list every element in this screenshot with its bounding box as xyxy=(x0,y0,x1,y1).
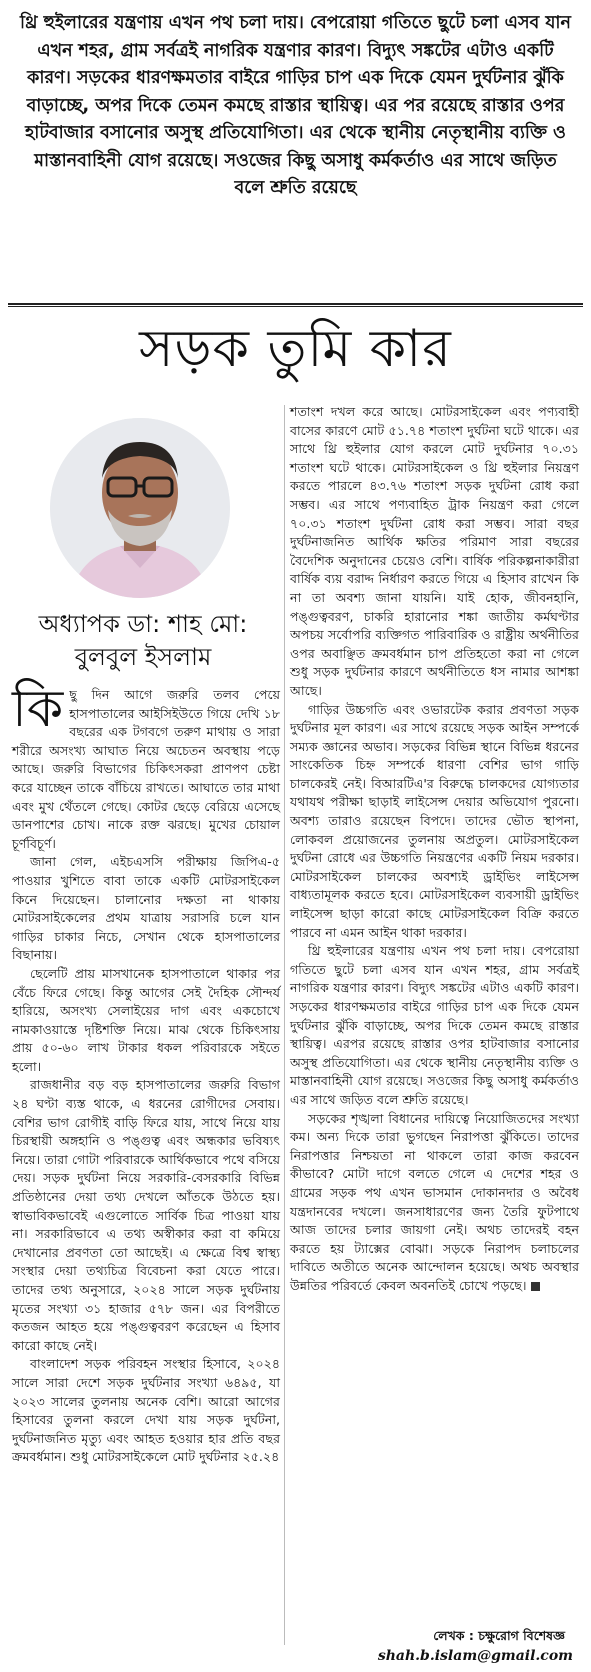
paragraph xyxy=(12,679,280,853)
headline: সড়ক তুমি কার xyxy=(139,319,452,379)
divider-rule xyxy=(8,303,583,305)
paragraph: গাড়ির উচ্চগতি এবং ওভারটেক করার প্রবণতা সড়ক দুর্ঘটনার মূল কারণ। এর সাথে রয়েছে সড়ক আইন সম্পর্কে সম্যক জ্ঞানের অভাব। সড়কের বিভিন্ন স্থানে বিভিন্ন ধরনের সাংকেতিক চিহ্ন সম্পর্কে ধারণা বেশির ভাগ গাড়ি চালকেরই নেই। বিআরটিএ'র বিরুদ্ধে চালকদের যোগ্যতার যথাযথ পরীক্ষা ছাড়াই লাইসেন্স দেয়ার অভিযোগ পুরনো। অবশ্য তারাও রয়েছেন বিপদে। তাদের ভৌত স্থাপনা, লোকবল প্রয়োজনের তুলনায় অপ্রতুল। মোটরসাইকেল দুর্ঘটনা রোধে এর উচ্চগতি নিয়ন্ত্রণের একটি নিয়ম দরকার। মোটরসাইকেল চালকের অবশ্যই ড্রাইভিং লাইসেন্স বাধ্যতামূলক করতে হবে। মোটরসাইকেল ব্যবসায়ী ড্রাইভিং লাইসেন্স ছাড়া কারো কাছে মোটরসাইকেল বিক্রি করতে পারবে না এমন আইন থাকা দরকার। xyxy=(290,701,579,940)
divider-rule-thin xyxy=(8,306,583,307)
paragraph: রাজধানীর বড় বড় হাসপাতালের জরুরি বিভাগ ২৪ ঘণ্টা ব্যস্ত থাকে, এ ধরনের রোগীদের সেবায়। বেশির ভাগ রোগীই বাড়ি ফিরে যায়, সাথে নিয়ে যায় চিরস্থায়ী অঙ্গহানি ও পঙ্গুত্ব এবং অন্ধকার ভবিষ্যৎ নিয়ে। তারা গোটা পরিবারকে আর্থিকভাবে পথে বসিয়ে দেয়। সড়ক দুর্ঘটনা নিয়ে সরকারি-বেসরকারি বিভিন্ন প্রতিষ্ঠানের দেয়া তথ্য দেখলে আঁতকে উঠতে হয়। স্বাভাবিকভাবেই এগুলোতে সার্বিক চিত্র পাওয়া যায় না। সরকারিভাবে এ তথ্য অস্বীকার করা বা কমিয়ে দেখানোর প্রবণতা তো আছেই। এ ক্ষেত্রে বিশ্ব স্বাস্থ্য সংস্থার দেয়া তথ্যচিত্র বিবেচনা করা যেতে পারে। তাদের তথ্য অনুসারে, ২০২৪ সালে সড়ক দুর্ঘটনায় মৃতের সংখ্যা ৩১ হাজার ৫৭৮ জন। এর বিপরীতে কতজন আহত হয়ে পঙ্গুত্ববরণ করেছেন এ হিসাব কারো কাছে নেই। xyxy=(12,1077,280,1353)
pull-quote: থ্রি হুইলারের যন্ত্রণায় এখন পথ চলা দায়। বেপরোয়া গতিতে ছুটে চলা এসব যান এখন শহর, গ্রাম সর্বত্রই নাগরিক যন্ত্রণার কারণ। বিদ্যুৎ সঙ্কটের এটাও একটি কারণ। সড়কের ধারণক্ষমতার বাইরে গাড়ির চাপ এক দিকে যেমন দুর্ঘটনার ঝুঁকি বাড়াচ্ছে, অপর দিকে তেমন কমছে রাস্তার স্থায়িত্ব। এর পর রয়েছে রাস্তার ওপর হাটবাজার বসানোর অসুস্থ প্রতিযোগিতা। এর থেকে স্থানীয় নেতৃস্থানীয় ব্যক্তি ও মাস্তানবাহিনী যোগ রয়েছে। সওজের কিছু অসাধু কর্মকর্তাও এর সাথে জড়িত বলে শ্রুতি রয়েছে xyxy=(20,13,571,198)
paragraph: থ্রি হুইলারের যন্ত্রণায় এখন পথ চলা দায়। বেপরোয়া গতিতে ছুটে চলা এসব যান এখন শহর, গ্রাম সর্বত্রই নাগরিক যন্ত্রণার কারণ। বিদ্যুৎ সঙ্কটের এটাও একটি কারণ। সড়কের ধারণক্ষমতার বাইরে গাড়ির চাপ এক দিকে যেমন দুর্ঘটনার ঝুঁকি বাড়াচ্ছে, অপর দিকে তেমন কমছে রাস্তার স্থায়িত্ব। এরপর রয়েছে রাস্তার ওপর হাটবাজার বসানোর অসুস্থ প্রতিযোগিতা। এর থেকে স্থানীয় নেতৃস্থানীয় ব্যক্তি ও মাস্তানবাহিনী যোগ রয়েছে। সওজের কিছু অসাধু কর্মকর্তাও এর সাথে জড়িত বলে শ্রুতি রয়েছে। xyxy=(290,943,579,1107)
paragraph-text: সড়কের শৃঙ্খলা বিধানের দায়িত্বে নিয়োজিতদের সংখ্যা কম। অন্য দিকে তারা ভুগছেন নিরাপত্তা ঝুঁকিতে। তাদের নিরাপত্তার নিশ্চয়তা না থাকলে তারা কাজ করবেন কীভাবে? মোটা দাগে বলতে গেলে এ দেশের শহর ও গ্রামের সড়ক পথ এখন ভাসমান দোকানদার ও অবৈধ যন্ত্রদানবের দখলে। জনসাধারণের জন্য তৈরি ফুটপাথে আজ তাদের চলার জায়গা নেই। অথচ তাদেরই বহন করতে হয় ট্যাক্সের বোঝা। সড়কে নিরাপদ চলাচলের দাবিতে অতীতে অনেক আন্দোলন হয়েছে। অথচ অবস্থার উন্নতির পরিবর্তে কেবল অবনতিই চোখে পড়ছে। xyxy=(290,1110,579,1293)
dropcap: কি xyxy=(12,679,64,739)
paragraph: ছেলেটি প্রায় মাসখানেক হাসপাতালে থাকার পর বেঁচে ফিরে গেছে। কিন্তু আগের সেই দৈহিক সৌন্দর্য হারিয়ে, অসংখ্য সেলাইয়ের দাগ এবং একচোখে নামকাওয়াস্তে দৃষ্টিশক্তি নিয়ে। মাঝ থেকে চিকিৎসায় প্রায় ৫০-৬০ লাখ টাকার ধকল পরিবারকে সইতে হলো। xyxy=(12,965,280,1074)
paragraph: বাংলাদেশ সড়ক পরিবহন সংস্থার হিসাবে, ২০২৪ সালে সারা দেশে সড়ক দুর্ঘটনার সংখ্যা ৬৪৯৫, যা ২০২৩ সালের তুলনায় অনেক বেশি। আরো আগের হিসাবের তুলনা করলে দেখা যায় সড়ক দুর্ঘটনা, দুর্ঘটনাজনিত মৃত্যু এবং আহত হওয়ার হার প্রতি বছর ক্রমবর্ধমান। শুধু মোটরসাইকেলে মোট দুর্ঘটনার ২৫.২৪ xyxy=(12,1356,280,1465)
author-email[interactable]: shah.b.islam@gmail.com xyxy=(377,1648,573,1664)
article-column-1 xyxy=(12,679,280,1467)
author-portrait-image xyxy=(50,418,230,598)
author-name: অধ্যাপক ডা: শাহ মো: বুলবুল ইসলাম xyxy=(38,610,248,671)
column-divider xyxy=(284,405,285,1645)
paragraph: শতাংশ দখল করে আছে। মোটরসাইকেল এবং পণ্যবাহী বাসের কারণে মোট ৫১.৭৪ শতাংশ দুর্ঘটনা ঘটে থাকে। এর সাথে থ্রি হুইলার যোগ করলে মোট দুর্ঘটনার ৭০.৩১ শতাংশ ঘটে থাকে। মোটরসাইকেল ও থ্রি হুইলার নিয়ন্ত্রণ করতে পারলে ৪৩.৭৬ শতাংশ সড়ক দুর্ঘটনা রোধ করা সম্ভব। এর সাথে পণ্যবাহিত ট্রাক নিয়ন্ত্রণ করা গেলে ৭০.৩১ শতাংশ দুর্ঘটনা রোধ করা সম্ভব। সারা বছর দুর্ঘটনাজনিত আর্থিক ক্ষতির পরিমাণ সারা বছরের বৈদেশিক অনুদানের চেয়েও বেশি। বার্ষিক পরিকল্পনাকারীরা বার্ষিক ব্যয় বরাদ্দ নির্ধারণ করতে গিয়ে এ হিসাব রাখেন কি না তা অবশ্য জানা যায়নি। যাই হোক, জীবনহানি, পঙ্গুত্ববরণ, চাকরি হারানোর শঙ্কা জাতীয় কর্মঘণ্টার অপচয় সর্বোপরি ব্যক্তিগত পারিবারিক ও রাষ্ট্রীয় অর্থনীতির ওপর অবাঞ্ছিত ক্রমবর্ধমান চাপ প্রতিহতো করা না গেলে শুধু সড়ক দুর্ঘটনার কারণে অর্থনীতিতে ধস নামার আশঙ্কা আছে। xyxy=(290,404,579,698)
author-photo xyxy=(50,418,230,598)
paragraph-text: ছু দিন আগে জরুরি তলব পেয়ে হাসপাতালের আইসিইউতে গিয়ে দেখি ১৮ বছরের এক টগবগে তরুণ মাথায় ও সারা শরীরে অসংখ্য আঘাত নিয়ে অচেতন অবস্থায় পড়ে আছে। জরুরি বিভাগের চিকিৎসকরা প্রাণপণ চেষ্টা করে যাচ্ছেন তাকে বাঁচিয়ে রাখতে। আঘাতে তার মাথা এবং মুখ থেঁতলে গেছে। কোটর ছেড়ে বেরিয়ে এসেছে ডানপাশের চোখ। নাকে রক্ত ঝরছে। মুখের চোয়াল চূর্ণবিচূর্ণ। xyxy=(12,687,280,851)
author-byline: লেখক : চক্ষুরোগ বিশেষজ্ঞ xyxy=(433,1628,565,1643)
paragraph: জানা গেল, এইচএসসি পরীক্ষায় জিপিএ-৫ পাওয়ার খুশিতে বাবা তাকে একটি মোটরসাইকেল কিনে দিয়েছেন। চালানোর দক্ষতা না থাকায় মোটরসাইকেলের প্রথম যাত্রায় সরাসরি চলে যান গাড়ির চাকার নিচে, সেখান থেকে হাসপাতালের বিছানায়। xyxy=(12,854,280,963)
paragraph xyxy=(290,1110,579,1296)
end-mark-icon xyxy=(531,1282,540,1291)
article-column-2 xyxy=(290,403,579,1296)
